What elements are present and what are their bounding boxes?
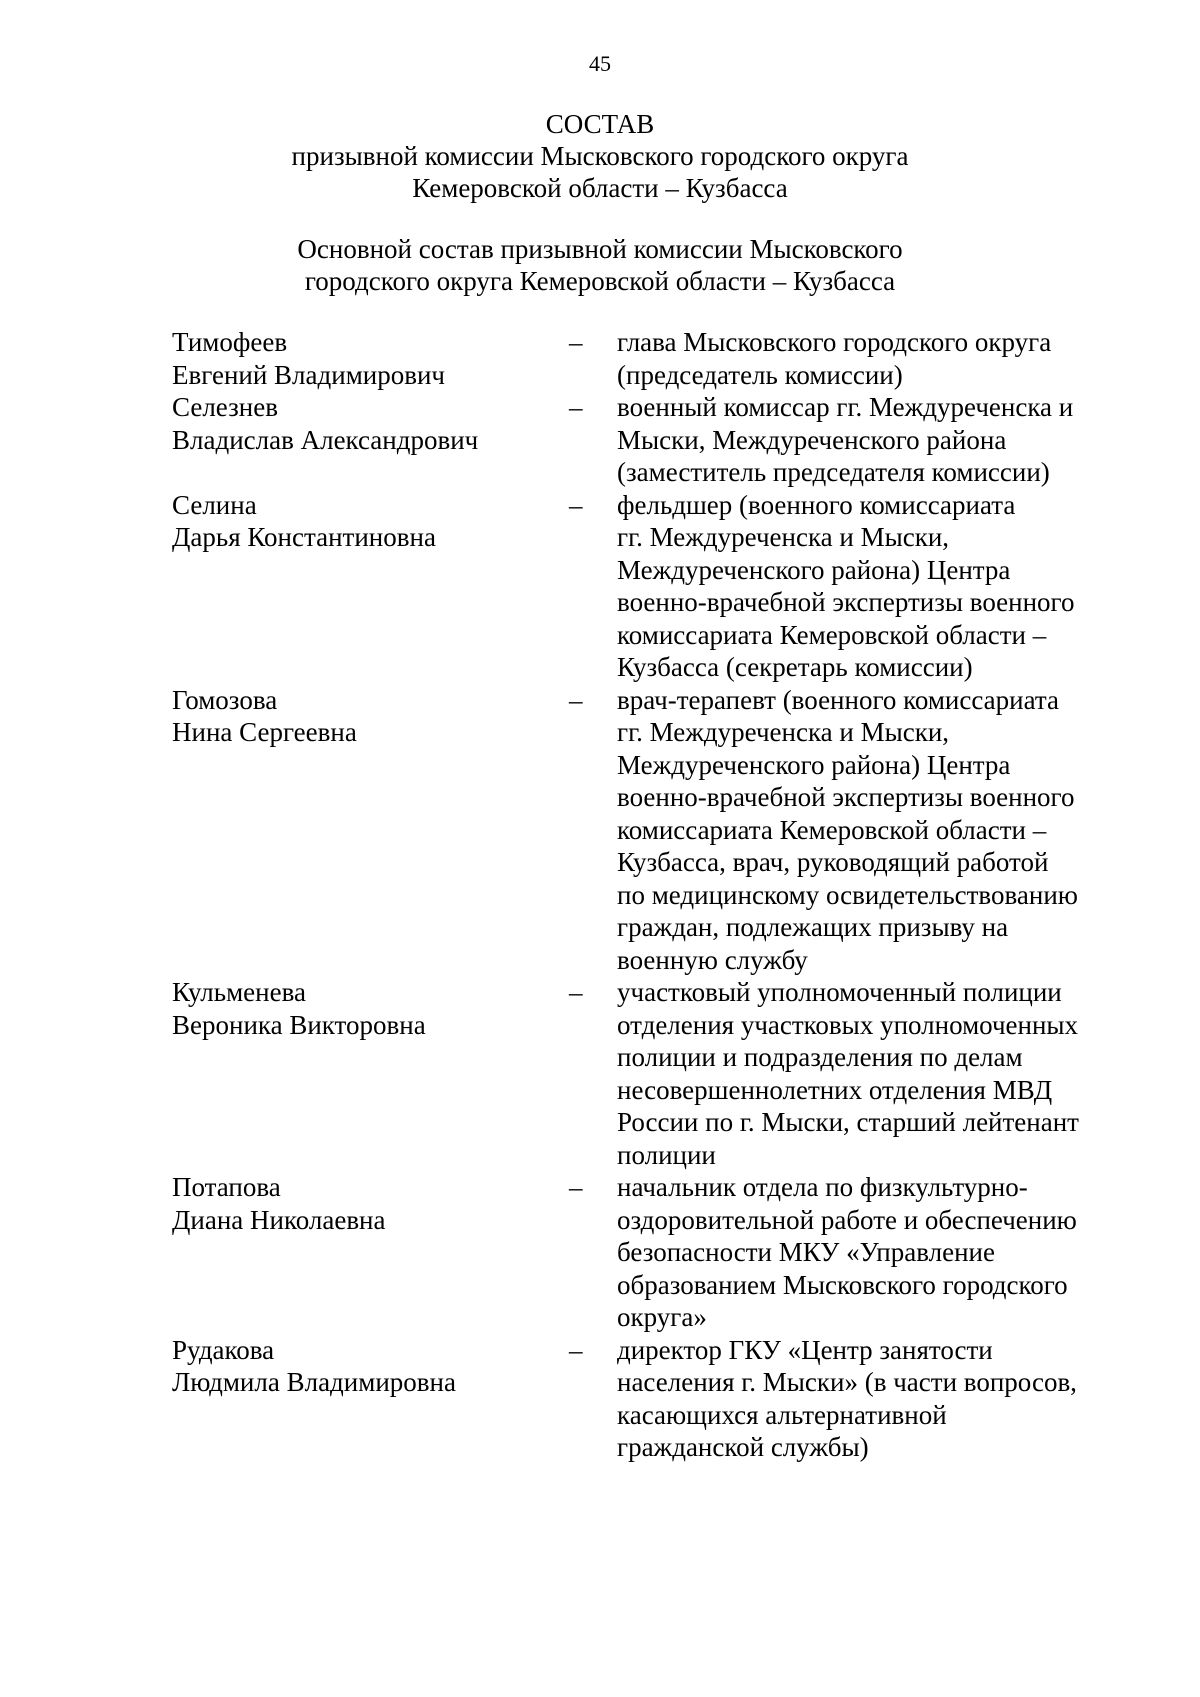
member-dash: – bbox=[569, 1334, 583, 1365]
member-role-line: Междуреченского района) Центра bbox=[617, 749, 1011, 780]
member-role bbox=[617, 489, 1122, 684]
heading-line: Кемеровской области – Кузбасса bbox=[412, 173, 788, 203]
member-role-line: Междуреченского района) Центра bbox=[617, 554, 1011, 585]
member-row bbox=[172, 976, 1122, 1171]
member-role-line: глава Мысковского городского округа bbox=[617, 327, 1052, 357]
member-role-line: округа» bbox=[617, 1302, 707, 1332]
member-role-line: военно-врачебной экспертизы военного bbox=[617, 587, 1075, 617]
member-role-line: военно-врачебной экспертизы военного bbox=[617, 782, 1075, 812]
member-name-line: Потапова bbox=[172, 1172, 281, 1202]
member-role-line: гг. Междуреченска и Мыски, bbox=[617, 522, 950, 552]
member-name bbox=[172, 1171, 569, 1236]
member-row bbox=[172, 1171, 1122, 1334]
heading-line: призывной комиссии Мысковского городского округа bbox=[291, 141, 909, 171]
member-role-line: фельдшер (военного комиссариата bbox=[617, 489, 1016, 520]
section-heading bbox=[0, 233, 1200, 297]
member-row bbox=[172, 489, 1122, 684]
member-row bbox=[172, 1334, 1122, 1464]
member-name-line: Вероника Викторовна bbox=[172, 1009, 426, 1040]
member-role-line: оздоровительной работе и обеспечению bbox=[617, 1204, 1077, 1235]
member-role-line: Мыски, Междуреченского района bbox=[617, 424, 1007, 455]
member-role bbox=[617, 1171, 1122, 1334]
member-name bbox=[172, 1334, 569, 1399]
member-role bbox=[617, 391, 1122, 489]
member-role-line: (председатель комиссии) bbox=[617, 359, 903, 390]
member-role-line: граждан, подлежащих призыву на bbox=[617, 912, 1009, 942]
member-name-line: Селезнев bbox=[172, 392, 278, 422]
member-name-line: Диана Николаевна bbox=[172, 1204, 386, 1235]
member-name-line: Гомозова bbox=[172, 684, 278, 715]
member-dash: – bbox=[569, 489, 583, 520]
member-role-line: касающихся альтернативной bbox=[617, 1399, 947, 1430]
member-row bbox=[172, 326, 1122, 391]
page-number: 45 bbox=[589, 51, 611, 76]
member-role-line: образованием Мысковского городского bbox=[617, 1269, 1068, 1300]
member-role-line: населения г. Мыски» (в части вопросов, bbox=[617, 1367, 1077, 1397]
member-role bbox=[617, 976, 1122, 1171]
member-role-line: комиссариата Кемеровской области – bbox=[617, 619, 1047, 650]
member-role-line: отделения участковых уполномоченных bbox=[617, 1009, 1079, 1040]
member-name-line: Людмила Владимировна bbox=[172, 1367, 456, 1397]
member-role-line: Кузбасса, врач, руководящий работой bbox=[617, 847, 1049, 877]
member-dash: – bbox=[569, 977, 583, 1007]
member-row bbox=[172, 684, 1122, 977]
member-role bbox=[617, 1334, 1122, 1464]
member-role-line: полиции bbox=[617, 1139, 716, 1170]
member-dash: – bbox=[569, 392, 583, 422]
member-role-line: врач-терапевт (военного комиссариата bbox=[617, 684, 1060, 715]
member-dash: – bbox=[569, 684, 583, 715]
member-role bbox=[617, 326, 1122, 391]
member-role-line: военный комиссар гг. Междуреченска и bbox=[617, 392, 1074, 422]
member-name-line: Рудакова bbox=[172, 1334, 275, 1365]
heading-line: СОСТАВ bbox=[545, 109, 655, 139]
member-role-line: военную службу bbox=[617, 944, 808, 975]
member-role-line: по медицинскому освидетельствованию bbox=[617, 879, 1078, 910]
member-name-line: Нина Сергеевна bbox=[172, 717, 357, 747]
section-heading-line: городского округа Кемеровской области – Кузбасса bbox=[304, 266, 896, 296]
member-role-line: безопасности МКУ «Управление bbox=[617, 1237, 995, 1267]
member-name-line: Дарья Константиновна bbox=[172, 522, 436, 552]
member-role-line: гг. Междуреченска и Мыски, bbox=[617, 717, 950, 747]
section-heading-line: Основной состав призывной комиссии Мысковского bbox=[297, 234, 903, 264]
members-list bbox=[172, 326, 1122, 1464]
member-dash: – bbox=[569, 1172, 583, 1202]
member-name bbox=[172, 489, 569, 554]
member-dash: – bbox=[569, 327, 583, 357]
member-role-line: полиции и подразделения по делам bbox=[617, 1042, 1023, 1072]
member-role-line: Кузбасса (секретарь комиссии) bbox=[617, 652, 973, 682]
member-role-line: несовершеннолетних отделения МВД bbox=[617, 1074, 1053, 1105]
document-heading bbox=[0, 108, 1200, 204]
member-row bbox=[172, 391, 1122, 489]
member-role bbox=[617, 684, 1122, 977]
member-role-line: участковый уполномоченный полиции bbox=[617, 977, 1062, 1007]
member-role-line: России по г. Мыски, старший лейтенант bbox=[617, 1107, 1079, 1137]
member-name-line: Владислав Александрович bbox=[172, 424, 479, 455]
member-name bbox=[172, 976, 569, 1041]
member-role-line: гражданской службы) bbox=[617, 1432, 869, 1462]
member-name-line: Селина bbox=[172, 489, 257, 520]
member-name bbox=[172, 684, 569, 749]
member-role-line: директор ГКУ «Центр занятости bbox=[617, 1334, 993, 1365]
member-name-line: Евгений Владимирович bbox=[172, 359, 446, 390]
member-name bbox=[172, 326, 569, 391]
member-name bbox=[172, 391, 569, 456]
member-role-line: комиссариата Кемеровской области – bbox=[617, 814, 1047, 845]
member-name-line: Тимофеев bbox=[172, 327, 288, 357]
member-name-line: Кульменева bbox=[172, 977, 306, 1007]
member-role-line: (заместитель председателя комиссии) bbox=[617, 457, 1050, 487]
member-role-line: начальник отдела по физкультурно- bbox=[617, 1172, 1028, 1202]
